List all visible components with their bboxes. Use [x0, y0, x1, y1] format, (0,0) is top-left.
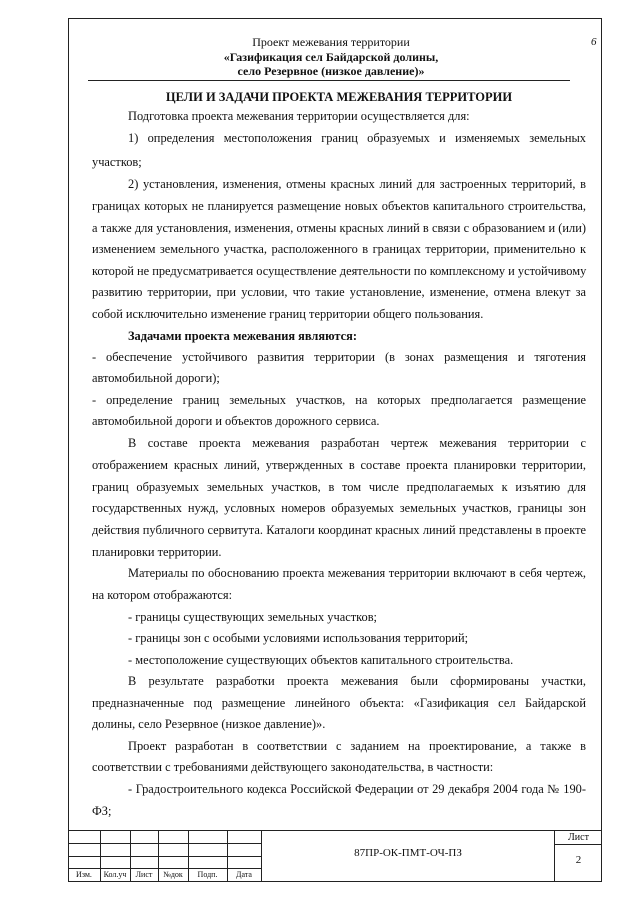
page-corner-number: 6 [591, 36, 597, 48]
col-label-change: Изм. [76, 870, 92, 879]
col-label-date: Дата [236, 870, 252, 879]
col-label-qty: Кол.уч [103, 870, 127, 879]
text-line: а также для установления, изменения, отмены красных линий в связи с образованием и (или) [92, 221, 586, 235]
text-line: - Градостроительного кодекса Российской Федерации от 29 декабря 2004 года № 190- [128, 782, 586, 796]
text-line: - определение границ земельных участков, на которых предполагается размещение [92, 393, 586, 407]
text-line: Подготовка проекта межевания территории осуществляется для: [128, 109, 470, 123]
text-line: Материалы по обоснованию проекта межевания территории включают в себя чертеж, [128, 566, 586, 580]
sheet-number: 2 [575, 854, 582, 866]
text-line: ФЗ; [92, 804, 112, 818]
sheet-divider [555, 844, 602, 845]
text-line: границах которых не планируется размещение новых объектов капитального строительства, [92, 199, 586, 213]
col-label-signature: Подп. [197, 870, 218, 879]
text-line: - местоположение существующих объектов капитального строительства. [128, 653, 514, 667]
text-line: отображением красных линий, утвержденных в составе проекта планировки территории, [92, 458, 586, 472]
text-line: 2) установления, изменения, отмены красных линий для застроенных территорий, в [128, 177, 586, 191]
text-line: границ образуемых земельных участков, в том числе предполагаемых к изъятию для [92, 480, 586, 494]
header-line-2: «Газификация сел Байдарской долины, [223, 50, 439, 64]
text-line: развитию территории, при условии, что такие установление, изменение, отмена влекут за [92, 285, 586, 299]
text-line: соответствии с требованиями действующего законодательства, в частности: [92, 760, 494, 774]
text-line: автомобильной дороги и объектов дорожного сервиса. [92, 414, 380, 428]
section-title: ЦЕЛИ И ЗАДАЧИ ПРОЕКТА МЕЖЕВАНИЯ ТЕРРИТОРИИ [165, 90, 513, 104]
document-code: 87ПР-ОК-ПМТ-ОЧ-ПЗ [354, 847, 462, 859]
text-line: В составе проекта межевания разработан чертеж межевания территории с [128, 436, 586, 450]
grid-row-line [68, 843, 261, 844]
text-line: которой не предусматривается осуществление деятельности по комплексному и устойчивому [92, 264, 587, 278]
text-line: Проект разработан в соответствии с заданием на проектирование, а также в [128, 739, 586, 753]
col-label-sheet: Лист [135, 870, 153, 879]
text-line: - границы существующих земельных участков; [128, 610, 377, 624]
text-line: на котором отображаются: [92, 588, 233, 602]
text-line: действия публичного сервитута. Каталоги координат красных линий представлены в проекте [92, 523, 586, 537]
text-line: участков; [92, 155, 142, 169]
text-line-bold: Задачами проекта межевания являются: [128, 329, 357, 343]
title-block [68, 830, 602, 882]
header-divider [88, 80, 570, 81]
text-line: планировки территории. [92, 545, 222, 559]
revision-grid [68, 830, 261, 882]
text-line: - обеспечение устойчивого развития территории (в зонах размещения и тяготения [92, 350, 586, 364]
text-line: изменением земельного участка, расположенного в границах территории, применительно к [92, 242, 586, 256]
text-line: собой исключительно изменение границ территории общего пользования. [92, 307, 484, 321]
header-line-1: Проект межевания территории [252, 35, 410, 49]
grid-row-line [68, 868, 261, 869]
text-line: долины, село Резервное (низкое давление)». [92, 717, 326, 731]
text-line: - границы зон с особыми условиями использования территорий; [128, 631, 469, 645]
text-line: 1) определения местоположения границ образуемых и изменяемых земельных [128, 131, 586, 145]
text-line: государственных нужд, условных номеров образуемых земельных участков, границы зон [92, 501, 586, 515]
text-line: предназначенные под размещение линейного объекта: «Газификация сел Байдарской [92, 696, 586, 710]
header-line-3: село Резервное (низкое давление)» [237, 64, 425, 78]
text-line: В результате разработки проекта межевания были сформированы участки, [128, 674, 586, 688]
text-line: автомобильной дороги); [92, 371, 220, 385]
sheet-label: Лист [568, 832, 589, 843]
grid-row-line [68, 856, 261, 857]
col-label-docnum: №док [163, 870, 183, 879]
